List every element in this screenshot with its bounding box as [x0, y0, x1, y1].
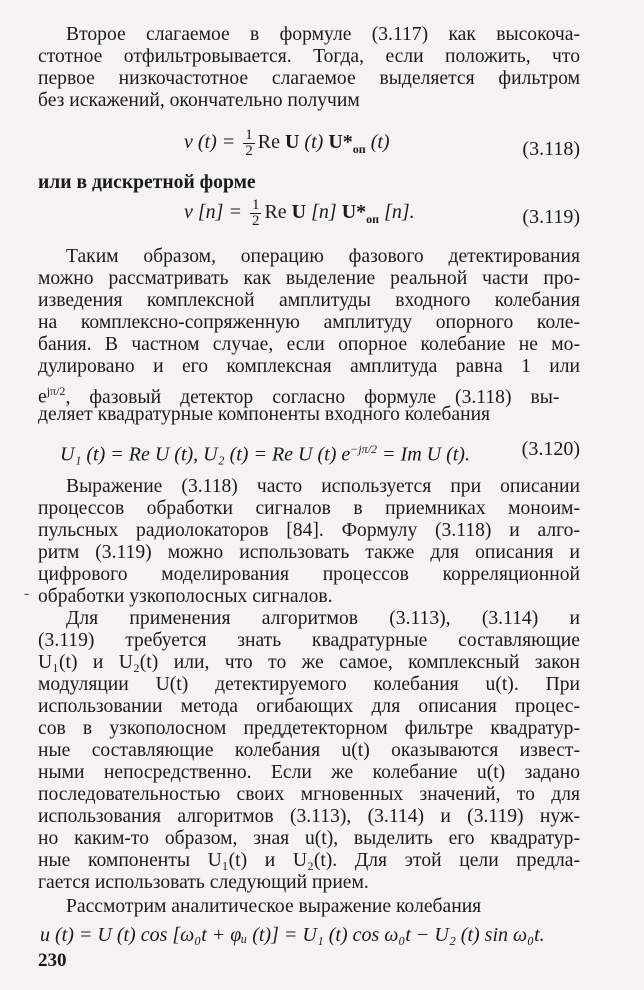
text-line: процессов обработки сигналов в приемниках моноим- — [38, 498, 580, 519]
text-line: ными непосредственно. Если же колебание u(t) задано — [38, 762, 580, 783]
text-line: U₁(t) и U₂(t) или, что то же самое, комплексный закон — [38, 652, 580, 673]
book-page — [24, 24, 580, 974]
text-line: Таким образом, операцию фазового детектирования — [66, 246, 580, 267]
eq-tail: = Im U (t). — [377, 443, 470, 466]
re-operator: Re — [257, 131, 280, 154]
text-line: без искажений, окончательно получим — [38, 90, 360, 111]
eq-lhs: v [n] = — [184, 201, 247, 224]
text-line: но каким-то образом, зная u(t), выделить его квадратур- — [38, 828, 580, 849]
exp-superscript: −jπ/2 — [350, 442, 378, 456]
text-line: Рассмотрим аналитическое выражение колебания — [66, 896, 482, 917]
text-line-rest: , фазовый детектор согласно формуле (3.118) вы- — [65, 386, 560, 408]
text-line: гается использовать следующий прием. — [38, 872, 369, 893]
subscript: оп — [352, 142, 366, 157]
exp-superscript: jπ/2 — [46, 384, 66, 398]
equation-3-120 — [60, 436, 470, 468]
text-line: бания. В частном случае, если опорное колебание не мо- — [38, 334, 580, 355]
eq-body: U₁ (t) = Re U (t), U₂ (t) = Re U (t) e — [60, 443, 351, 466]
exp-base: e — [38, 386, 47, 408]
conjugate-amplitude: U* — [328, 131, 353, 154]
text-line: Второе слагаемое в формуле (3.117) как высокоча- — [66, 24, 580, 45]
eq-arg: [n] — [306, 201, 342, 224]
text-line: сов в узкополосном преддетекторном фильтре квадратур- — [38, 718, 580, 739]
equation-number: (3.119) — [522, 206, 580, 228]
text-line: ные составляющие колебания u(t) оказываются извест- — [38, 740, 580, 761]
text-line: стотное отфильтровывается. Тогда, если положить, что — [38, 46, 580, 67]
text-line: цифрового моделирования процессов корреляционной — [38, 564, 580, 585]
equation-3-119 — [184, 198, 415, 232]
text-line: ные компоненты U₁(t) и U₂(t). Для этой цели предла- — [38, 850, 580, 871]
text-line: деляет квадратурные компоненты входного колебания — [38, 404, 491, 425]
fraction: $\frac{1}{2}$ — [245, 127, 253, 159]
subscript: оп — [366, 212, 380, 227]
equation-analytic-signal: u (t) = U (t) cos [ω₀t + φᵤ (t)] = U₁ (t) cos ω₀t − U₂ (t) sin ω₀t. — [40, 924, 545, 946]
conjugate-amplitude: U* — [341, 201, 367, 224]
text-line: обработки узкополосных сигналов. — [38, 586, 333, 607]
text-line: последовательностью своих мгновенных значений, то для — [38, 784, 580, 805]
text-line: Для применения алгоритмов (3.113), (3.114) и — [66, 608, 580, 629]
text-line: на комплексно-сопряженную амплитуду опорного коле- — [38, 312, 580, 333]
eq-arg: (t) — [299, 131, 329, 154]
page-number: 230 — [38, 950, 67, 971]
fraction: $\frac{1}{2}$ — [251, 197, 260, 229]
text-line: можно рассматривать как выделение реальной части про- — [38, 268, 580, 289]
text-line: модуляции U(t) детектируемого колебания u(t). При — [38, 674, 580, 695]
complex-amplitude: U — [291, 201, 307, 224]
text-line: изведения комплексной амплитуды входного колебания — [38, 290, 580, 311]
text-line: ритм (3.119) можно использовать также для описания и — [38, 542, 580, 563]
discrete-form-label: или в дискретной форме — [38, 172, 256, 193]
re-operator: Re — [264, 201, 287, 224]
eq-lhs: v (t) = — [184, 131, 241, 154]
equation-number: (3.120) — [521, 438, 580, 460]
text-line: (3.119) требуется знать квадратурные составляющие — [38, 630, 580, 651]
eq-tail: [n]. — [379, 201, 415, 224]
margin-mark: - — [24, 585, 30, 602]
text-line: первое низкочастотное слагаемое выделяется фильтром — [38, 68, 580, 89]
equation-number: (3.118) — [522, 138, 580, 160]
text-line: дулировано и его комплексная амплитуда равна 1 или — [38, 356, 580, 377]
eq-tail: (t) — [365, 131, 390, 154]
complex-amplitude: U — [284, 131, 300, 154]
text-line: использовании метода огибающих для описания процес- — [38, 696, 580, 717]
text-line: использования алгоритмов (3.113), (3.114) и (3.119) нуж- — [38, 806, 580, 827]
text-line: пульсных радиолокаторов [84]. Формулу (3.118) и алго- — [38, 520, 580, 541]
equation-3-118 — [184, 128, 390, 162]
text-line: Выражение (3.118) часто используется при описании — [66, 476, 580, 497]
